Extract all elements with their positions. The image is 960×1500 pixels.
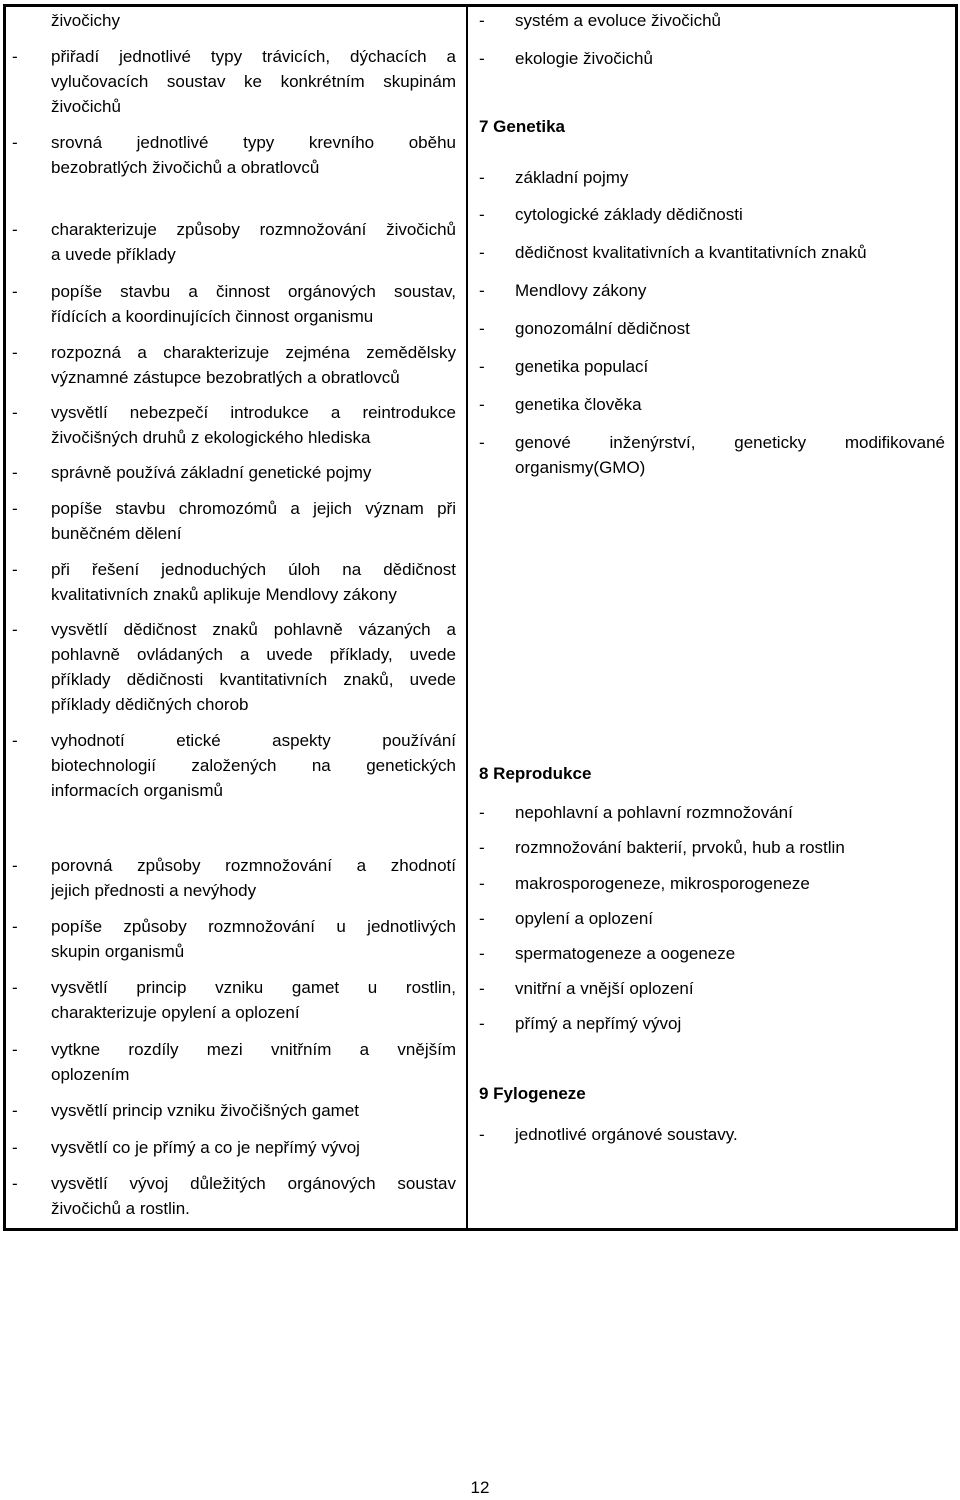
- outcome-line: kvalitativních znaků aplikuje Mendlovy zákony: [51, 585, 397, 604]
- outcome-line: řídících a koordinujících činnost organismu: [51, 307, 374, 326]
- outcome-line: srovná jednotlivé typy krevního oběhu: [51, 133, 456, 152]
- bullet-dash: -: [479, 395, 485, 414]
- list-item-line: genové inženýrství, geneticky modifikované: [515, 433, 945, 452]
- outcome-line: informacích organismů: [51, 781, 223, 800]
- list-item: nepohlavní a pohlavní rozmnožování: [515, 803, 793, 822]
- outcome-line: vysvětlí princip vzniku gamet u rostlin,: [51, 978, 456, 997]
- list-item: rozmnožování bakterií, prvoků, hub a rostlin: [515, 838, 845, 857]
- outcome-line: vyhodnotí etické aspekty používání: [51, 731, 456, 750]
- bullet-dash: -: [479, 433, 485, 452]
- bullet-dash: -: [12, 47, 18, 66]
- bullet-dash: -: [12, 1101, 18, 1120]
- list-item: systém a evoluce živočichů: [515, 11, 721, 30]
- section-heading-fylogeneze: 9 Fylogeneze: [479, 1084, 586, 1103]
- outcome-line: správně používá základní genetické pojmy: [51, 463, 372, 482]
- outcome-line: významné zástupce bezobratlých a obratlovců: [51, 368, 400, 387]
- bullet-dash: -: [479, 319, 485, 338]
- bullet-dash: -: [479, 11, 485, 30]
- bullet-dash: -: [479, 944, 485, 963]
- bullet-dash: -: [12, 731, 18, 750]
- outcome-line: oplozením: [51, 1065, 130, 1084]
- bullet-dash: -: [479, 803, 485, 822]
- bullet-dash: -: [12, 403, 18, 422]
- list-item: jednotlivé orgánové soustavy.: [515, 1125, 738, 1144]
- section-heading-reprodukce: 8 Reprodukce: [479, 764, 592, 783]
- bullet-dash: -: [12, 560, 18, 579]
- bullet-dash: -: [12, 1040, 18, 1059]
- outcome-line: přiřadí jednotlivé typy trávicích, dýchacích a: [51, 47, 456, 66]
- bullet-dash: -: [12, 343, 18, 362]
- bullet-dash: -: [479, 838, 485, 857]
- outcome-line: pohlavně ovládaných a uvede příklady, uvede: [51, 645, 456, 664]
- outcome-line: charakterizuje způsoby rozmnožování živočichů: [51, 220, 456, 239]
- bullet-dash: -: [479, 49, 485, 68]
- list-item: cytologické základy dědičnosti: [515, 205, 743, 224]
- outcome-line: popíše stavbu chromozómů a jejich význam při: [51, 499, 456, 518]
- list-item: genetika člověka: [515, 395, 642, 414]
- bullet-dash: -: [12, 1138, 18, 1157]
- bullet-dash: -: [479, 243, 485, 262]
- bullet-dash: -: [479, 1014, 485, 1033]
- outcome-line: bezobratlých živočichů a obratlovců: [51, 158, 320, 177]
- list-item: spermatogeneze a oogeneze: [515, 944, 736, 963]
- outcome-line: jejich přednosti a nevýhody: [51, 881, 257, 900]
- outcome-line: buněčném dělení: [51, 524, 182, 543]
- bullet-dash: -: [479, 281, 485, 300]
- outcome-line: vytkne rozdíly mezi vnitřním a vnějším: [51, 1040, 456, 1059]
- outcome-line: popíše stavbu a činnost orgánových soustav,: [51, 282, 456, 301]
- bullet-dash: -: [12, 282, 18, 301]
- outcome-line: biotechnologií založených na genetických: [51, 756, 456, 775]
- list-item: přímý a nepřímý vývoj: [515, 1014, 682, 1033]
- outcome-line: živočichů: [51, 97, 121, 116]
- bullet-dash: -: [479, 1125, 485, 1144]
- outcome-line: vysvětlí nebezpečí introdukce a reintrodukce: [51, 403, 456, 422]
- bullet-dash: -: [479, 909, 485, 928]
- bullet-dash: -: [479, 874, 485, 893]
- outcome-line: příklady dědičnosti kvantitativních znaků, uvede: [51, 670, 456, 689]
- bullet-dash: -: [12, 620, 18, 639]
- outcome-line: živočichů a rostlin.: [51, 1199, 190, 1218]
- outcome-line: příklady dědičných chorob: [51, 695, 249, 714]
- outcome-line: charakterizuje opylení a oplození: [51, 1003, 300, 1022]
- outcome-line: rozpozná a charakterizuje zejména zemědělsky: [51, 343, 456, 362]
- outcome-line: při řešení jednoduchých úloh na dědičnost: [51, 560, 456, 579]
- list-item: dědičnost kvalitativních a kvantitativních znaků: [515, 243, 867, 262]
- outcome-line: vysvětlí princip vzniku živočišných gamet: [51, 1101, 360, 1120]
- bullet-dash: -: [12, 978, 18, 997]
- bullet-dash: -: [12, 220, 18, 239]
- outcome-line: živočišných druhů z ekologického hlediska: [51, 428, 371, 447]
- list-item: makrosporogeneze, mikrosporogeneze: [515, 874, 810, 893]
- outcome-line: vysvětlí co je přímý a co je nepřímý vývoj: [51, 1138, 360, 1157]
- list-item: genetika populací: [515, 357, 649, 376]
- bullet-dash: -: [12, 1174, 18, 1193]
- outcome-line: vysvětlí dědičnost znaků pohlavně vázaných a: [51, 620, 456, 639]
- bullet-dash: -: [12, 917, 18, 936]
- bullet-dash: -: [12, 856, 18, 875]
- bullet-dash: -: [12, 499, 18, 518]
- outcome-line: vylučovacích soustav ke konkrétním skupinám: [51, 72, 456, 91]
- page-number: 12: [470, 1478, 490, 1497]
- outcome-line: a uvede příklady: [51, 245, 176, 264]
- outcome-line: porovná způsoby rozmnožování a zhodnotí: [51, 856, 456, 875]
- list-item-line: organismy(GMO): [515, 458, 646, 477]
- left-header: živočichy: [51, 11, 120, 30]
- list-item: Mendlovy zákony: [515, 281, 647, 300]
- list-item: opylení a oplození: [515, 909, 653, 928]
- outcome-line: popíše způsoby rozmnožování u jednotlivých: [51, 917, 456, 936]
- section-heading-genetika: 7 Genetika: [479, 117, 565, 136]
- bullet-dash: -: [479, 168, 485, 187]
- outcome-line: skupin organismů: [51, 942, 185, 961]
- column-divider: [466, 4, 468, 1231]
- bullet-dash: -: [12, 133, 18, 152]
- bullet-dash: -: [12, 463, 18, 482]
- outcome-line: vysvětlí vývoj důležitých orgánových soustav: [51, 1174, 456, 1193]
- bullet-dash: -: [479, 205, 485, 224]
- bullet-dash: -: [479, 357, 485, 376]
- list-item: vnitřní a vnější oplození: [515, 979, 694, 998]
- list-item: ekologie živočichů: [515, 49, 653, 68]
- bullet-dash: -: [479, 979, 485, 998]
- list-item: gonozomální dědičnost: [515, 319, 690, 338]
- list-item: základní pojmy: [515, 168, 629, 187]
